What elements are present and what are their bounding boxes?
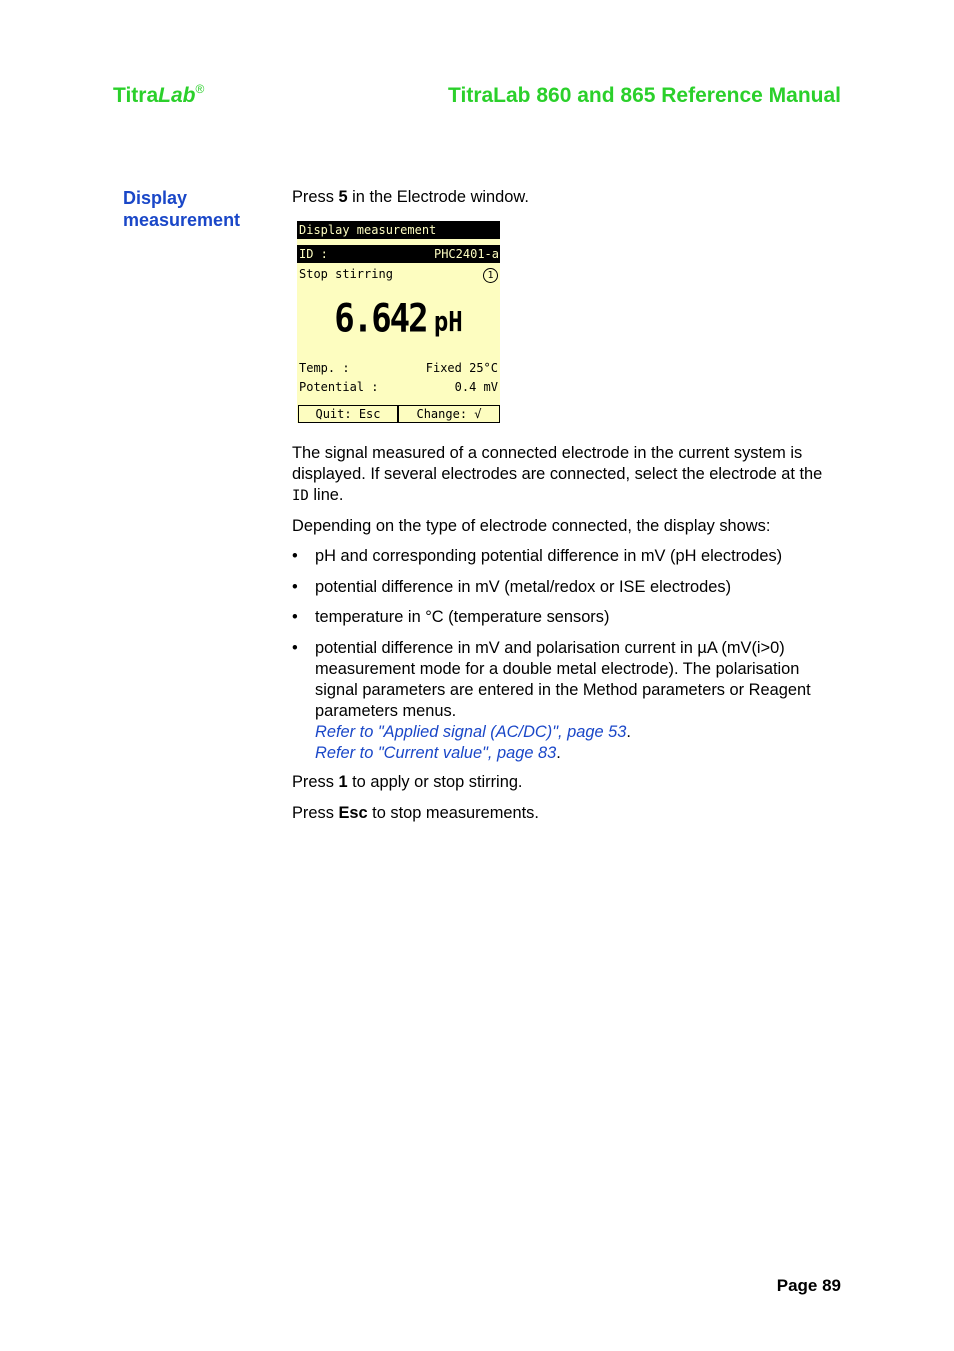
list-item <box>292 577 840 598</box>
stirring-text-end: to apply or stop stirring. <box>347 773 523 791</box>
lcd-title-bar <box>297 221 500 239</box>
brand-logo <box>113 84 204 108</box>
lcd-potential-label: Potential : <box>299 380 379 394</box>
brand-prefix: Titra <box>113 84 159 107</box>
page-number: Page 89 <box>776 1276 841 1295</box>
lcd-temp-value: Fixed 25°C <box>425 361 498 375</box>
period: . <box>556 743 561 762</box>
lcd-reading <box>297 296 500 342</box>
measurement-list <box>292 546 840 773</box>
signal-paragraph <box>292 443 840 507</box>
link-applied-signal[interactable]: Refer to "Applied signal (AC/DC)", page 53 <box>315 722 627 741</box>
list-item-text: temperature in °C (temperature sensors) <box>315 608 610 626</box>
lcd-potential-row <box>299 378 498 396</box>
id-code: ID <box>292 488 309 504</box>
section-heading-line1: Display <box>123 188 188 208</box>
section-heading <box>123 187 273 231</box>
list-item <box>292 638 840 764</box>
intro-rest: in the Electrode window. <box>347 188 529 206</box>
stop-text: Press <box>292 804 339 822</box>
signal-text: The signal measured of a connected electrode in the current system is displayed. If several electrodes are connected, select the electrode at the <box>292 444 823 483</box>
lcd-title: Display measurement <box>299 223 437 237</box>
lcd-potential-value: 0.4 mV <box>454 380 498 394</box>
list-item-text: potential difference in mV (metal/redox or ISE electrodes) <box>315 577 732 596</box>
document-title: TitraLab 860 and 865 Reference Manual <box>448 84 841 107</box>
lcd-screen <box>297 221 500 423</box>
signal-text-end: line. <box>308 486 344 504</box>
quit-softkey[interactable]: Quit: Esc <box>298 405 398 423</box>
section-heading-line2: measurement <box>123 210 241 230</box>
stirring-text: Press <box>292 773 339 791</box>
lcd-id-value: PHC2401-a <box>433 247 499 261</box>
lcd-id-row[interactable] <box>297 245 500 263</box>
lcd-stir-label: Stop stirring <box>299 267 393 281</box>
list-item-text: pH and corresponding potential difference in mV (pH electrodes) <box>315 547 783 565</box>
registered-mark: ® <box>195 82 205 96</box>
list-item-text: potential difference in mV and polarisation current in µA (mV(i>0) measurement mode for a double metal electrode). The polarisation signal parameters are entered in the Method parameters or Reagent parameters menus. <box>315 638 811 720</box>
change-softkey[interactable]: Change: √ <box>398 405 500 423</box>
intro-paragraph <box>292 187 842 208</box>
lcd-stir-row <box>299 265 498 283</box>
list-item <box>292 607 840 628</box>
lcd-id-label: ID : <box>299 247 328 261</box>
key-one-icon: 1 <box>483 268 498 283</box>
intro-text: Press <box>292 188 339 206</box>
key-esc: Esc <box>338 804 368 822</box>
lcd-temp-row <box>299 359 498 377</box>
list-item <box>292 546 840 567</box>
period: . <box>626 722 631 741</box>
link-current-value[interactable]: Refer to "Current value", page 83 <box>315 743 557 762</box>
stop-text-end: to stop measurements. <box>367 804 539 822</box>
reading-value: 6.642 <box>334 296 427 342</box>
brand-italic: Lab <box>158 84 196 107</box>
lcd-temp-label: Temp. : <box>299 361 350 375</box>
display-shows-paragraph: Depending on the type of electrode connected, the display shows: <box>292 517 771 535</box>
stop-paragraph <box>292 803 539 824</box>
key-one: 1 <box>338 773 348 791</box>
intro-key: 5 <box>338 188 348 206</box>
stirring-paragraph <box>292 772 523 793</box>
reading-unit: pH <box>433 305 463 339</box>
